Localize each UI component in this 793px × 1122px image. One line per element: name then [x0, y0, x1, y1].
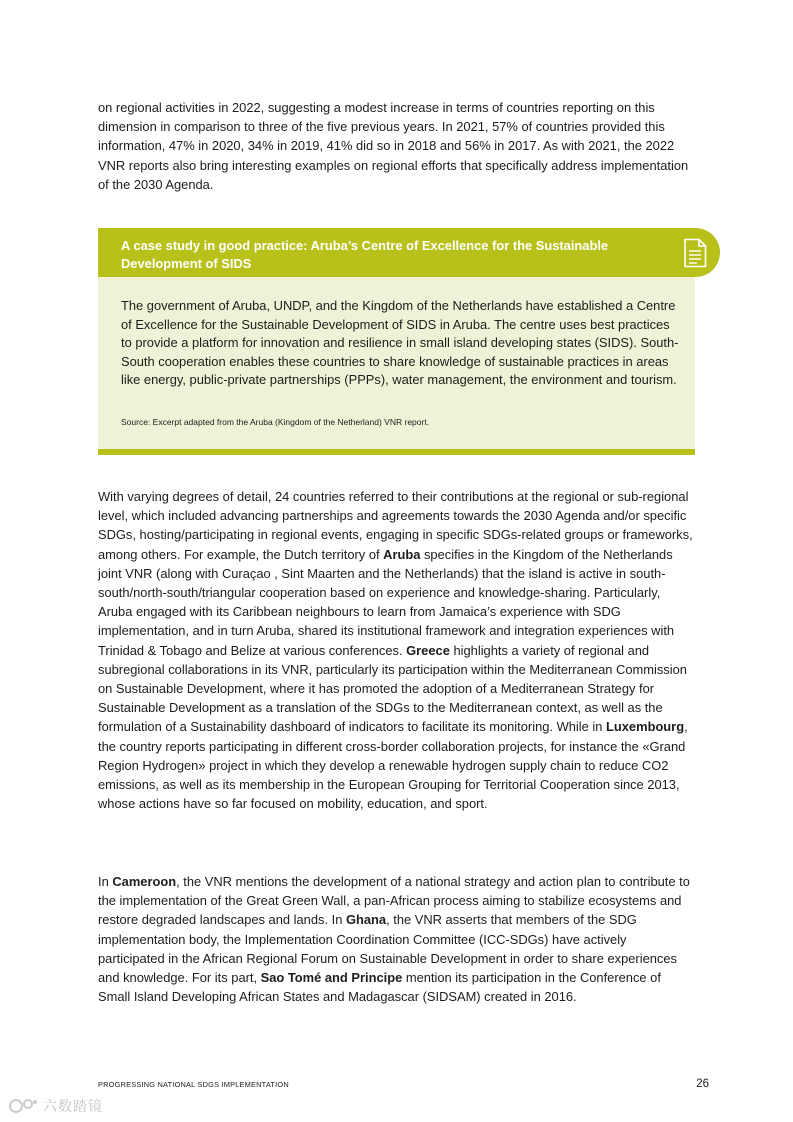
- country-aruba: Aruba: [383, 546, 421, 562]
- africa-paragraph: In Cameroon, the VNR mentions the development of a national strategy and action plan to contribute to the implementation of the Great Green Wall, a pan-African process aiming to stabilize ecosystems and restore degraded landscapes and lands. In Ghana, the VNR asserts that members of the SDG implementation body, the Implementation Coordination Committee (ICC-SDGs) have actively participated in the African Regional Forum on Sustainable Development in order to share experiences and knowledge. For its part, Sao Tomé and Principe mention its participation in the Conference of Small Island Developing African States and Madagascar (SIDSAM) created in 2016.: [98, 874, 690, 1005]
- case-study-title: A case study in good practice: Aruba’s Centre of Excellence for the Sustainable Development of SIDS: [121, 238, 609, 271]
- watermark-logo-icon: [8, 1097, 38, 1115]
- country-sao-tome-principe: Sao Tomé and Principe: [260, 970, 403, 986]
- regional-contributions-paragraph: With varying degrees of detail, 24 countries referred to their contributions at the regional or sub-regional level, which included advancing partnerships and agreements towards the 2030 Agenda and/or specific SDGs, hosting/participating in regional events, engaging in specific SDGs-related groups or frameworks, among others. For example, the Dutch territory of Aruba specifies in the Kingdom of the Netherlands joint VNR (along with Curaçao , Sint Maarten and the Netherlands) that the island is active in south- south/north-south/triangular cooperation based on experience and knowledge-sharing. Particularly, Aruba engaged with its Caribbean neighbours to learn from Jamaica’s experience with SDG implementation, and in turn Aruba, shared its institutional framework and integration experiences with Trinidad & Tobago and Belize at various conferences. Greece highlights a variety of regional and subregional collaborations in its VNR, particularly its participation within the Mediterranean Commission on Sustainable Development, where it has promoted the adoption of a Mediterranean Strategy for Sustainable Development as a translation of the SDGs to the Mediterranean context, as well as the formulation of a Sustainability dashboard of indicators to facilitate its monitoring. While in Luxembourg, the country reports participating in different cross-border collaboration projects, for instance the «Grand Region Hydrogen» project in which they develop a renewable hydrogen supply chain to reduce CO2 emissions, as well as its membership in the European Grouping for Territorial Cooperation since 2013, whose actions have so far focused on mobility, education, and sport.: [98, 489, 693, 812]
- country-cameroon: Cameroon: [112, 874, 177, 889]
- country-luxembourg: Luxembourg: [606, 719, 685, 735]
- case-study-bottom-bar: [98, 449, 695, 455]
- watermark: [8, 1094, 103, 1118]
- case-study-source: Source: Excerpt adapted from the Aruba (Kingdom of the Netherland) VNR report.: [121, 417, 430, 427]
- watermark-text: 六数踏镜: [43, 1098, 103, 1114]
- case-study-body: The government of Aruba, UNDP, and the Kingdom of the Netherlands have established a Centre of Excellence for the Sustainable Development of SIDS in Aruba. The centre uses best practices to provide a platform for innovation and resilience in small island developing states (SIDS). South-South cooperation enables these countries to share knowledge of sustainable practices in areas like energy, public-private partnerships (PPPs), water management, the environment and tourism.: [121, 298, 679, 388]
- document-icon: [683, 238, 707, 268]
- page-number: 26: [696, 1078, 709, 1090]
- country-greece: Greece: [406, 642, 450, 658]
- country-ghana: Ghana: [345, 912, 387, 928]
- running-title: PROGRESSING NATIONAL SDGS IMPLEMENTATION: [98, 1080, 289, 1089]
- intro-paragraph: on regional activities in 2022, suggesting a modest increase in terms of countries reporting on this dimension in comparison to three of the five previous years. In 2021, 57% of countries provided this information, 47% in 2020, 34% in 2019, 41% did so in 2018 and 56% in 2017. As with 2021, the 2022 VNR reports also bring interesting examples on regional efforts that specifically address implementation of the 2030 Agenda.: [98, 100, 689, 192]
